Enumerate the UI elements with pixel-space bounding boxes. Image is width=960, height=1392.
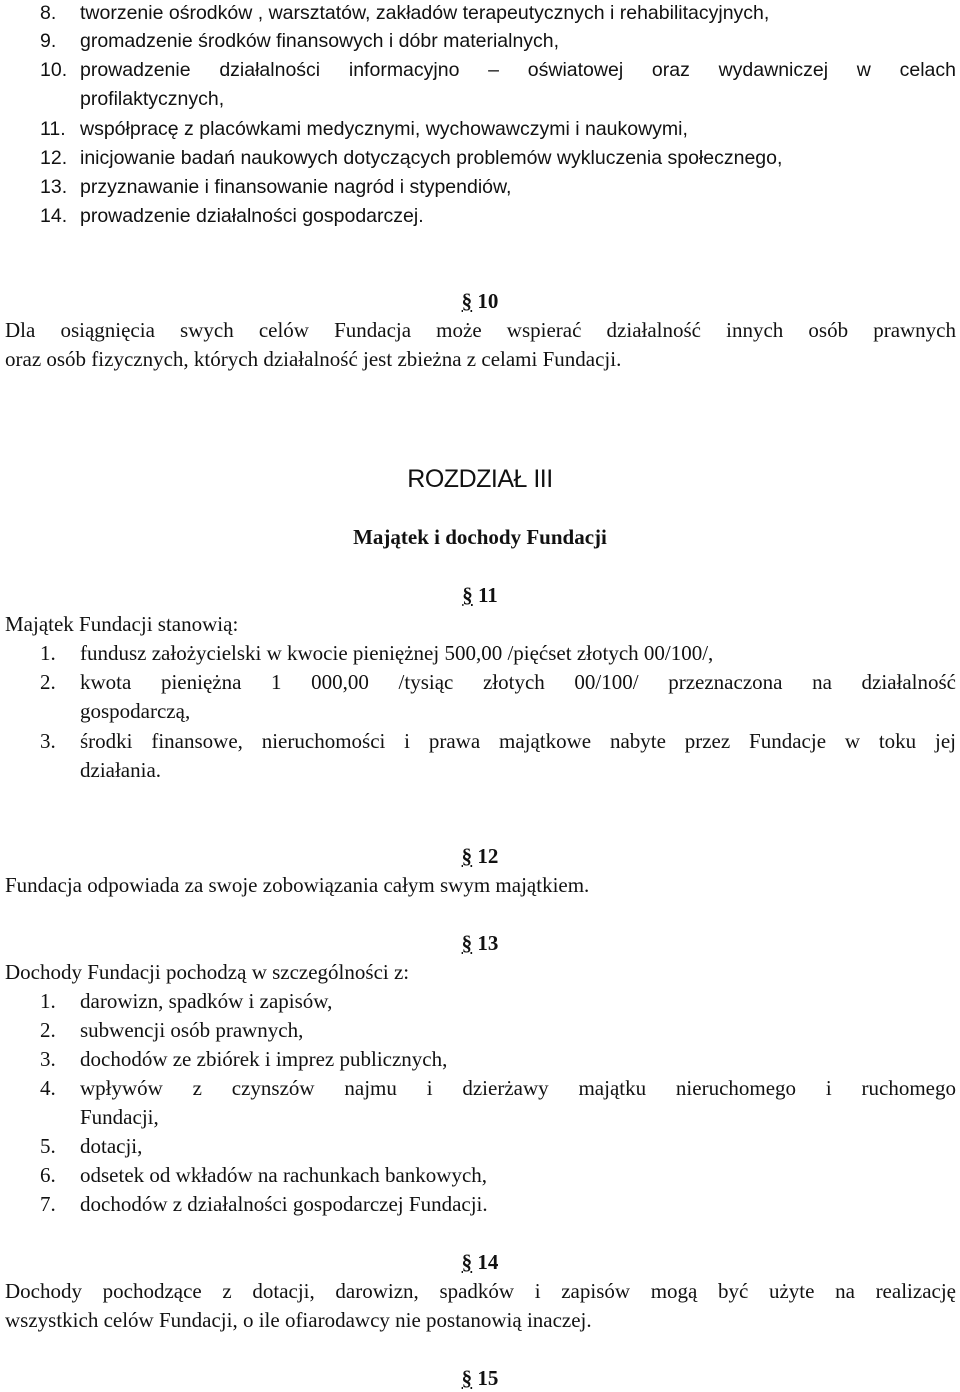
list-item-number: 4.	[40, 1076, 56, 1100]
section-heading-15	[0, 1365, 960, 1391]
section-symbol: §	[461, 289, 473, 313]
section-symbol: §	[461, 1250, 473, 1274]
list-item-text: inicjowanie badań naukowych dotyczących problemów wykluczenia społecznego,	[80, 147, 783, 169]
section-10-paragraph-line: oraz osób fizycznych, których działalność jest zbieżna z celami Fundacji.	[5, 347, 622, 371]
list-item-number: 12.	[40, 147, 68, 169]
section-number: 14	[477, 1250, 499, 1274]
section-symbol: §	[461, 844, 473, 868]
section-11-intro: Majątek Fundacji stanowią:	[5, 612, 239, 636]
list-item-number: 1.	[40, 641, 56, 665]
section-symbol: §	[461, 1366, 473, 1390]
list-item-text: wpływów z czynszów najmu i dzierżawy majątku nieruchomego i ruchomego	[80, 1076, 956, 1100]
section-symbol: §	[462, 583, 473, 607]
list-item-number: 11.	[40, 118, 66, 140]
section-number: 10	[477, 289, 499, 313]
list-item-number: 8.	[40, 2, 57, 24]
list-item-continuation: gospodarczą,	[80, 699, 191, 723]
list-item-text: współpracę z placówkami medycznymi, wychowawczymi i naukowymi,	[80, 118, 688, 140]
list-item-number: 2.	[40, 1018, 56, 1042]
list-item-number: 6.	[40, 1163, 56, 1187]
section-number: 12	[477, 844, 499, 868]
list-item-number: 7.	[40, 1192, 56, 1216]
list-item-number: 3.	[40, 1047, 56, 1071]
section-heading-13	[0, 930, 960, 956]
list-item-number: 2.	[40, 670, 56, 694]
section-14-paragraph-line: Dochody pochodzące z dotacji, darowizn, spadków i zapisów mogą być użyte na realizację	[5, 1279, 956, 1303]
list-item-text: odsetek od wkładów na rachunkach bankowych,	[80, 1163, 488, 1187]
section-heading-14	[0, 1249, 960, 1275]
list-item-text: dochodów z działalności gospodarczej Fundacji.	[80, 1192, 488, 1216]
section-14-paragraph-line: wszystkich celów Fundacji, o ile ofiarodawcy nie postanowią inaczej.	[5, 1308, 592, 1332]
list-item-text: prowadzenie działalności informacyjno – oświatowej oraz wydawniczej w celach	[80, 59, 956, 81]
list-item-text: fundusz założycielski w kwocie pieniężnej 500,00 /pięćset złotych 00/100/,	[80, 641, 714, 665]
list-item-text: gromadzenie środków finansowych i dóbr materialnych,	[80, 30, 560, 52]
list-item-number: 10.	[40, 59, 68, 81]
chapter-title: ROZDZIAŁ III	[407, 465, 553, 493]
list-item-text: darowizn, spadków i zapisów,	[80, 989, 333, 1013]
list-item-continuation: profilaktycznych,	[80, 88, 225, 110]
list-item-continuation: Fundacji,	[80, 1105, 159, 1129]
list-item-text: środki finansowe, nieruchomości i prawa majątkowe nabyte przez Fundacje w toku jej	[80, 729, 956, 753]
list-item-continuation: działania.	[80, 758, 162, 782]
list-item-text: tworzenie ośrodków , warsztatów, zakładów terapeutycznych i rehabilitacyjnych,	[80, 2, 770, 24]
list-item-number: 3.	[40, 729, 56, 753]
list-item-number: 14.	[40, 205, 68, 227]
section-13-intro: Dochody Fundacji pochodzą w szczególności z:	[5, 960, 410, 984]
section-12-paragraph: Fundacja odpowiada za swoje zobowiązania całym swym majątkiem.	[5, 873, 590, 897]
section-number: 13	[477, 931, 499, 955]
list-item-number: 5.	[40, 1134, 56, 1158]
list-item-text: dotacji,	[80, 1134, 143, 1158]
list-item-text: subwencji osób prawnych,	[80, 1018, 304, 1042]
section-number: 11	[477, 583, 498, 607]
section-symbol: §	[461, 931, 473, 955]
list-item-number: 1.	[40, 989, 56, 1013]
section-10-paragraph-line: Dla osiągnięcia swych celów Fundacja może wspierać działalność innych osób prawnych	[5, 318, 956, 342]
chapter-subtitle: Majątek i dochody Fundacji	[353, 525, 607, 549]
section-heading-11	[0, 582, 960, 608]
list-item-text: dochodów ze zbiórek i imprez publicznych,	[80, 1047, 448, 1071]
list-item-number: 13.	[40, 176, 68, 198]
section-heading-10	[0, 288, 960, 314]
list-item-text: kwota pieniężna 1 000,00 /tysiąc złotych 00/100/ przeznaczona na działalność	[80, 670, 956, 694]
list-item-text: prowadzenie działalności gospodarczej.	[80, 205, 424, 227]
section-heading-12	[0, 843, 960, 869]
section-number: 15	[477, 1366, 499, 1390]
list-item-number: 9.	[40, 30, 57, 52]
list-item-text: przyznawanie i finansowanie nagród i stypendiów,	[80, 176, 512, 198]
